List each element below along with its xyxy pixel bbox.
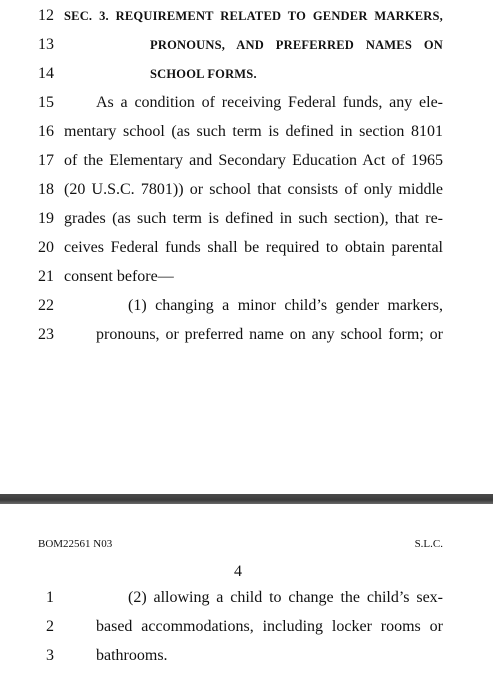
- line-number: 12: [38, 7, 54, 24]
- body-text-line: consent before—: [64, 268, 174, 285]
- page-number: 4: [234, 563, 242, 580]
- body-text-line: (20 U.S.C. 7801)) or school that consists of only middle: [64, 181, 443, 198]
- body-text-line: (1) changing a minor child’s gender markers,: [128, 297, 443, 314]
- body-text-line: ceives Federal funds shall be required to obtain parental: [64, 239, 443, 256]
- document-id-header: BOM22561 N03: [38, 538, 113, 550]
- line-number: 2: [46, 618, 54, 635]
- section-heading-line: SEC. 3. REQUIREMENT RELATED TO GENDER MARKERS,: [64, 9, 443, 23]
- line-number: 22: [38, 297, 54, 314]
- body-text-line: As a condition of receiving Federal funds, any ele-: [96, 94, 443, 111]
- section-heading-line: PRONOUNS, AND PREFERRED NAMES ON: [150, 38, 443, 52]
- line-number: 16: [38, 123, 54, 140]
- line-number: 15: [38, 94, 54, 111]
- slc-header: S.L.C.: [414, 538, 443, 550]
- body-text-line: of the Elementary and Secondary Education Act of 1965: [64, 152, 443, 169]
- line-number: 19: [38, 210, 54, 227]
- body-text-line: grades (as such term is defined in such section), that re-: [64, 210, 443, 227]
- line-number: 13: [38, 36, 54, 53]
- body-text-line: bathrooms.: [96, 647, 168, 664]
- line-number: 1: [46, 589, 54, 606]
- page-break-divider: [0, 494, 493, 504]
- body-text-line: based accommodations, including locker rooms or: [96, 618, 443, 635]
- line-number: 18: [38, 181, 54, 198]
- line-number: 14: [38, 65, 54, 82]
- section-heading-line: SCHOOL FORMS.: [150, 67, 257, 81]
- body-text-line: (2) allowing a child to change the child’s sex-: [128, 589, 443, 606]
- line-number: 3: [46, 647, 54, 664]
- line-number: 17: [38, 152, 54, 169]
- body-text-line: mentary school (as such term is defined in section 8101: [64, 123, 443, 140]
- document-page-bottom: [0, 504, 493, 680]
- line-number: 20: [38, 239, 54, 256]
- body-text-line: pronouns, or preferred name on any school form; or: [96, 326, 443, 343]
- line-number: 23: [38, 326, 54, 343]
- line-number: 21: [38, 268, 54, 285]
